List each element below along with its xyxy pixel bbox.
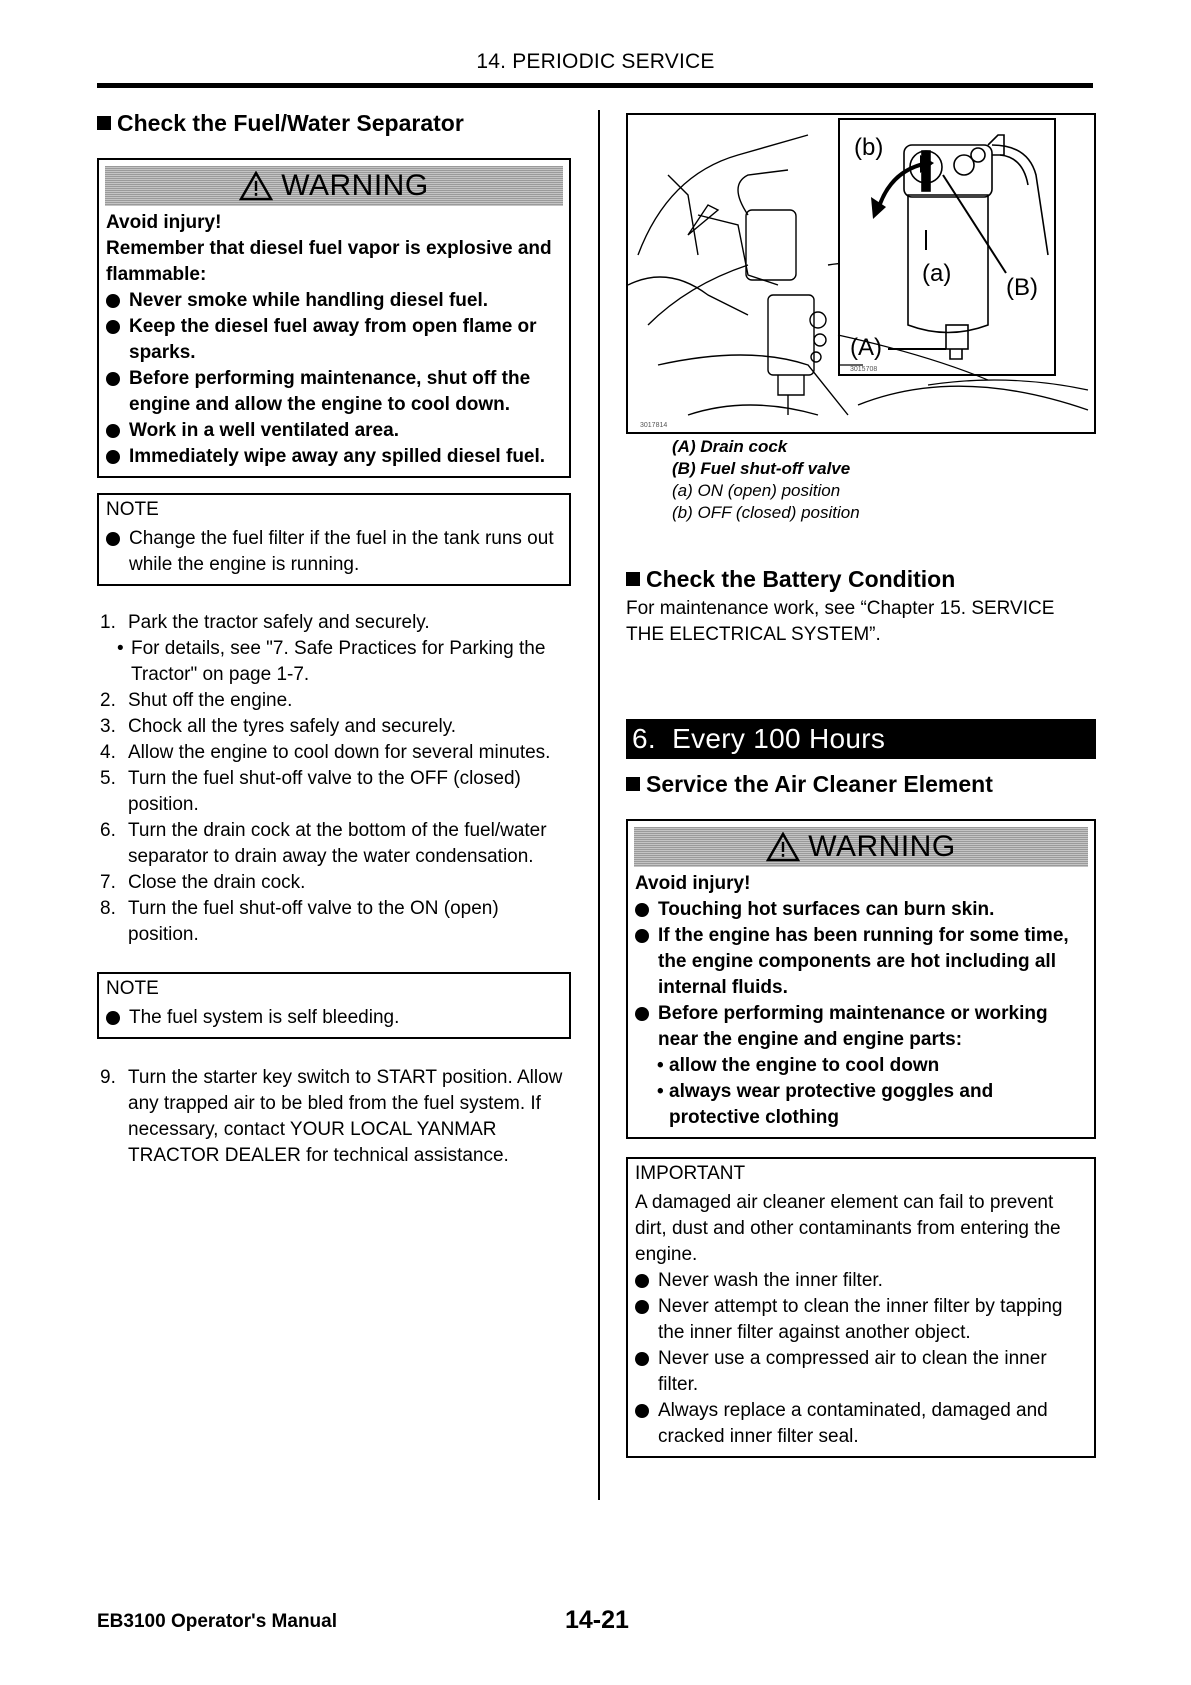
caption-off-position: (b) OFF (closed) position [672,503,860,522]
air-cleaner-section-heading [626,769,1096,799]
note-item: Change the fuel filter if the fuel in the tank runs out while the engine is running. [106,526,561,578]
fuel-separator-figure [626,113,1096,434]
chapter-banner [626,719,1096,759]
fuel-section-heading [97,108,571,138]
note-box-1 [97,493,571,586]
chapter-title: 6. Every 100 Hours [632,723,886,754]
step-item: 5. Turn the fuel shut-off valve to the OFF (closed) position. [100,768,521,815]
important-title: IMPORTANT [635,1163,746,1184]
battery-section-title: Check the Battery Condition [646,566,956,592]
fuel-warning-text [99,210,569,476]
important-item: Always replace a contaminated, damaged and cracked inner filter seal. [635,1398,1086,1450]
note-title: NOTE [106,499,159,520]
caption-on-position: (a) ON (open) position [672,481,841,500]
caption-fuel-shutoff-valve: (B) Fuel shut-off valve [672,459,851,478]
warning-banner-label: WARNING [281,169,429,202]
warning-item: Never smoke while handling diesel fuel. [106,288,561,314]
square-bullet-icon [97,116,111,130]
figure-caption [672,436,1096,524]
procedure-steps [97,610,571,948]
warning-subitem: • always wear protective goggles and protective clothing [635,1079,1086,1131]
fuel-warning-box [97,158,571,478]
note-title: NOTE [106,978,159,999]
step-item: 4. Allow the engine to cool down for several minutes. [100,742,551,763]
warning-item: Touching hot surfaces can burn skin. [635,897,1086,923]
figure-code: 3017814 [640,422,668,429]
important-item: Never use a compressed air to clean the inner filter. [635,1346,1086,1398]
warning-lead: Remember that diesel fuel vapor is explosive and flammable: [106,238,552,285]
warning-item: Before performing maintenance, shut off the engine and allow the engine to cool down. [106,366,561,418]
right-column [626,113,1096,1458]
step-item: 3. Chock all the tyres safely and securely. [100,716,457,737]
warning-triangle-icon [766,832,800,862]
warning-lead: Avoid injury! [106,212,222,233]
warning-banner-label: WARNING [808,830,956,863]
procedure-steps-continued [97,1065,571,1169]
warning-item: Keep the diesel fuel away from open flame or sparks. [106,314,561,366]
header-rule [97,83,1093,88]
note-item: The fuel system is self bleeding. [106,1005,561,1031]
figure-label-A-upper: (A) [850,334,882,361]
important-item: Never attempt to clean the inner filter by tapping the inner filter against another object. [635,1294,1086,1346]
figure-label-B-upper: (B) [1006,274,1038,301]
warning-triangle-icon [239,171,273,201]
square-bullet-icon [626,572,640,586]
figure-label-b-lower: (b) [854,134,884,161]
page-header-title: 14. PERIODIC SERVICE [476,50,715,73]
important-item: Never wash the inner filter. [635,1268,1086,1294]
battery-section-heading [626,564,1096,594]
step-item: 9. Turn the starter key switch to START position. Allow any trapped air to be bled from the fuel system. If necessary, contact YOUR LOCAL YANMAR TRACTOR DEALER for technical assistance. [100,1067,563,1166]
warning-lead: Avoid injury! [635,873,751,894]
warning-banner [634,827,1088,867]
warning-item: Before performing maintenance or working near the engine and engine parts: [635,1001,1086,1053]
step-item: 6. Turn the drain cock at the bottom of the fuel/water separator to drain away the water condensation. [100,820,547,867]
warning-item: Immediately wipe away any spilled diesel fuel. [106,444,561,470]
fuel-section-title: Check the Fuel/Water Separator [117,110,464,136]
warning-item: If the engine has been running for some time, the engine components are hot including all internal fluids. [635,923,1086,1001]
left-column [97,108,571,1169]
air-cleaner-section-title: Service the Air Cleaner Element [646,771,993,797]
air-cleaner-warning-box [626,819,1096,1139]
figure-label-a-lower: (a) [922,260,952,287]
important-intro: A damaged air cleaner element can fail to prevent dirt, dust and other contaminants from entering the engine. [635,1192,1061,1265]
footer-manual-title: EB3100 Operator's Manual [97,1611,337,1632]
important-box [626,1157,1096,1458]
warning-item: Work in a well ventilated area. [106,418,561,444]
step-item: 8. Turn the fuel shut-off valve to the ON (open) position. [100,898,499,945]
step-item: 7. Close the drain cock. [100,872,306,893]
inset-code: 3015708 [850,366,878,373]
square-bullet-icon [626,777,640,791]
air-cleaner-warning-text [628,871,1094,1137]
note-box-2 [97,972,571,1039]
column-divider [598,110,600,1500]
step-item: 2. Shut off the engine. [100,690,293,711]
caption-drain-cock: (A) Drain cock [672,437,788,456]
step-1-substep: • For details, see "7. Safe Practices for Parking the Tractor" on page 1-7. [97,636,571,688]
battery-text: For maintenance work, see “Chapter 15. SERVICE THE ELECTRICAL SYSTEM”. [626,598,1055,645]
warning-subitem: • allow the engine to cool down [635,1053,1086,1079]
warning-banner [105,166,563,206]
fuel-separator-illustration [628,115,1094,432]
footer-page-number: 14-21 [565,1606,629,1634]
step-item: 1. Park the tractor safely and securely. [100,612,430,633]
